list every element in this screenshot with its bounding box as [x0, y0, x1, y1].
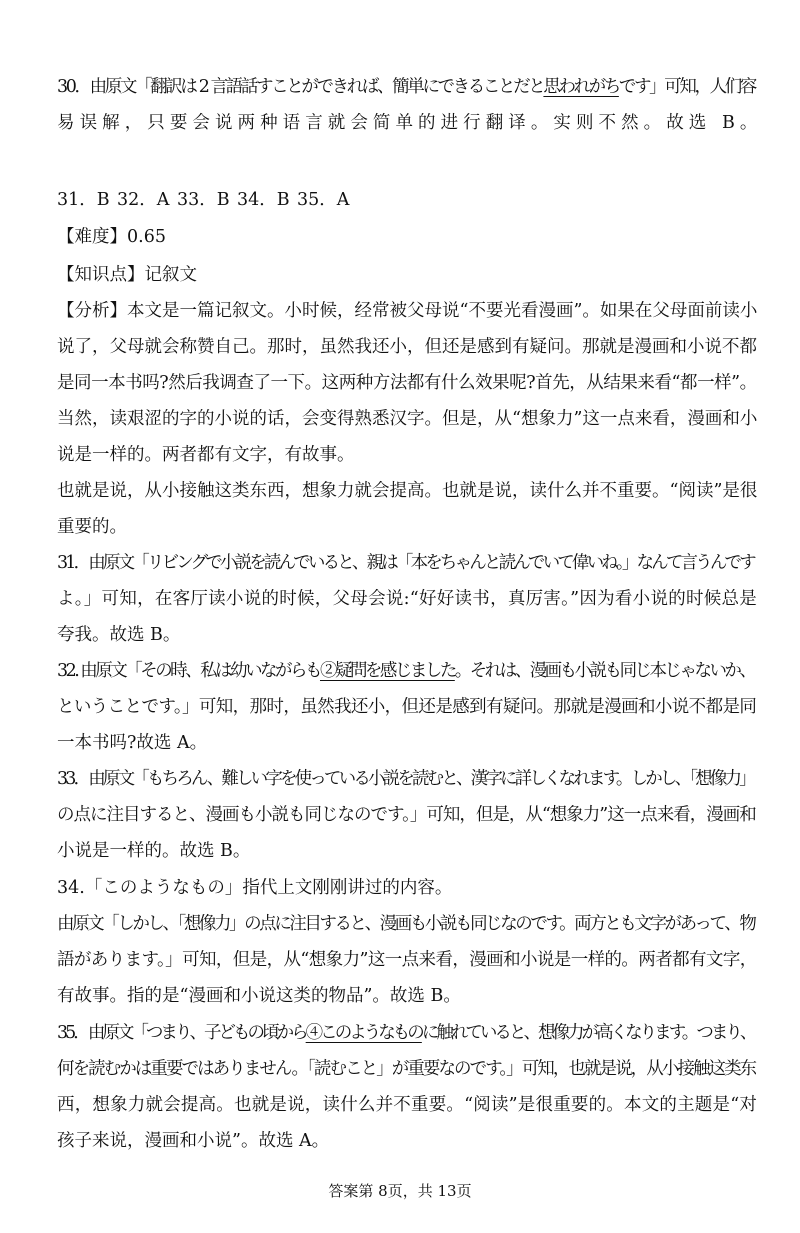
- text-line: [57, 480, 757, 502]
- answer-33: 33．B: [177, 190, 230, 210]
- text-segment: 35．由原文「つまり、子どもの頃から: [57, 1023, 306, 1043]
- text-segment: 孩子来说，漫画和小说”。故选 A。: [57, 1131, 330, 1151]
- text-line: [57, 1058, 755, 1080]
- text-segment: に触れていると、想像力が高くなります。つまり、: [421, 1023, 755, 1043]
- answer-34: 34．B: [237, 190, 290, 210]
- text-line: [57, 226, 166, 248]
- text-segment: 也就是说，从小接触这类东西，想象力就会提高。也就是说，读什么并不重要。“阅读”是很: [57, 481, 758, 501]
- text-segment: 西，想象力就会提高。也就是说，读什么并不重要。“阅读”是很重要的。本文的主题是“对: [57, 1095, 758, 1115]
- text-line: [57, 840, 250, 862]
- text-line: [57, 408, 757, 430]
- text-line: [57, 1094, 757, 1116]
- text-segment: 说是一样的。两者都有文字，有故事。: [57, 445, 355, 465]
- underlined-text: ②疑問を感じました: [319, 661, 455, 681]
- text-segment: 【知识点】记叙文: [57, 265, 197, 285]
- text-segment: 当然，读艰涩的字的小说的话，会变得熟悉汉字。但是，从“想象力”这一点来看，漫画和小: [57, 409, 758, 429]
- text-line: [57, 768, 754, 790]
- text-segment: 说了，父母就会称赞自己。那时，虽然我还小，但还是感到有疑问。那就是漫画和小说不都: [57, 337, 757, 357]
- answer-32: 32．A: [117, 190, 170, 210]
- text-line: [57, 444, 355, 466]
- text-segment: 34.「このようなもの」指代上文刚刚讲过的内容。: [57, 878, 453, 898]
- text-segment: 小说是一样的。故选 B。: [57, 841, 251, 861]
- text-segment: 何を読むかは重要ではありません。「読むこと」が重要なのです。」可知，也就是说，从小接触这类东: [57, 1059, 756, 1079]
- text-line: [57, 696, 756, 718]
- text-line: [57, 1130, 329, 1152]
- text-segment: 夸我。故选 B。: [57, 625, 181, 645]
- text-line: [57, 985, 461, 1007]
- text-line: [57, 949, 757, 971]
- text-line: [57, 112, 763, 134]
- text-line: [57, 804, 756, 826]
- text-segment: 一本书吗?故选 A。: [57, 733, 208, 753]
- text-segment: 語があります。」可知，但是，从“想象力”这一点来看，漫画和小说是一样的。两者都有文字，: [57, 950, 757, 970]
- text-segment: の点に注目すると、漫画も小説も同じなのです。」可知，但是，从“想象力”这一点来看，漫画和: [57, 805, 756, 825]
- text-line: [57, 660, 754, 682]
- answer-31: 31．B: [57, 190, 110, 210]
- text-line: [57, 516, 127, 538]
- text-line: [57, 264, 197, 286]
- text-line: [57, 913, 754, 935]
- text-line: [57, 300, 757, 322]
- page-footer: 答案第 8页，共 13页: [328, 1182, 472, 1200]
- text-segment: です」可知，人们容: [618, 77, 755, 97]
- underlined-text: 思われがち: [543, 77, 619, 97]
- text-segment: 重要的。: [57, 517, 127, 537]
- text-segment: 32. 由原文「その時、私は幼いながらも: [57, 661, 320, 681]
- text-segment: 是同一本书吗?然后我调查了一下。这两种方法都有什么效果呢?首先，从结果来看“都一样”。: [57, 373, 757, 393]
- text-line: [57, 336, 757, 358]
- answer-35: 35．A: [297, 190, 350, 210]
- text-segment: 由原文「しかし、「想像力」の点に注目すると、漫画も小説も同じなのです。両方とも文字があって、物: [57, 914, 755, 934]
- text-line: [57, 76, 755, 98]
- text-segment: 【难度】0.65: [57, 227, 166, 247]
- text-segment: 33．由原文「もちろん、難しい字を使っている小説を読むと、漢字に詳しくなれます。しかし、「想像力」: [57, 769, 754, 789]
- text-line: [57, 552, 754, 574]
- text-segment: 有故事。指的是“漫画和小说这类的物品”。故选 B。: [57, 986, 461, 1006]
- text-line: [57, 1022, 754, 1044]
- text-line: [57, 624, 180, 646]
- text-segment: 。それは、漫画も小説も同じ本じゃないか、: [454, 661, 755, 681]
- text-segment: ということです。」可知，那时，虽然我还小，但还是感到有疑问。那就是漫画和小说不都是同: [57, 697, 757, 717]
- underlined-text: ④このようなもの: [305, 1023, 422, 1043]
- text-line: [57, 732, 207, 754]
- text-line: [57, 877, 452, 899]
- text-segment: よ。」可知，在客厅读小说的时候，父母会说:“好好读书，真厉害。”因为看小说的时候总是: [57, 589, 758, 609]
- text-line: [57, 588, 757, 610]
- answer-key: [57, 189, 357, 211]
- text-segment: 易误解，只要会说两种语言就会简单的进行翻译。实则不然。故选 B。: [57, 113, 763, 133]
- text-segment: 【分析】本文是一篇记叙文。小时候，经常被父母说“不要光看漫画”。如果在父母面前读小: [57, 301, 758, 321]
- text-segment: 30．由原文「翻訳は 2 言語話すことができれば、簡単にできることだと: [57, 77, 544, 97]
- text-line: [57, 372, 757, 394]
- text-segment: 31．由原文「リビングで小説を読んでいると、親は「本をちゃんと読んでいて偉いね。」なんて言うんです: [57, 553, 754, 573]
